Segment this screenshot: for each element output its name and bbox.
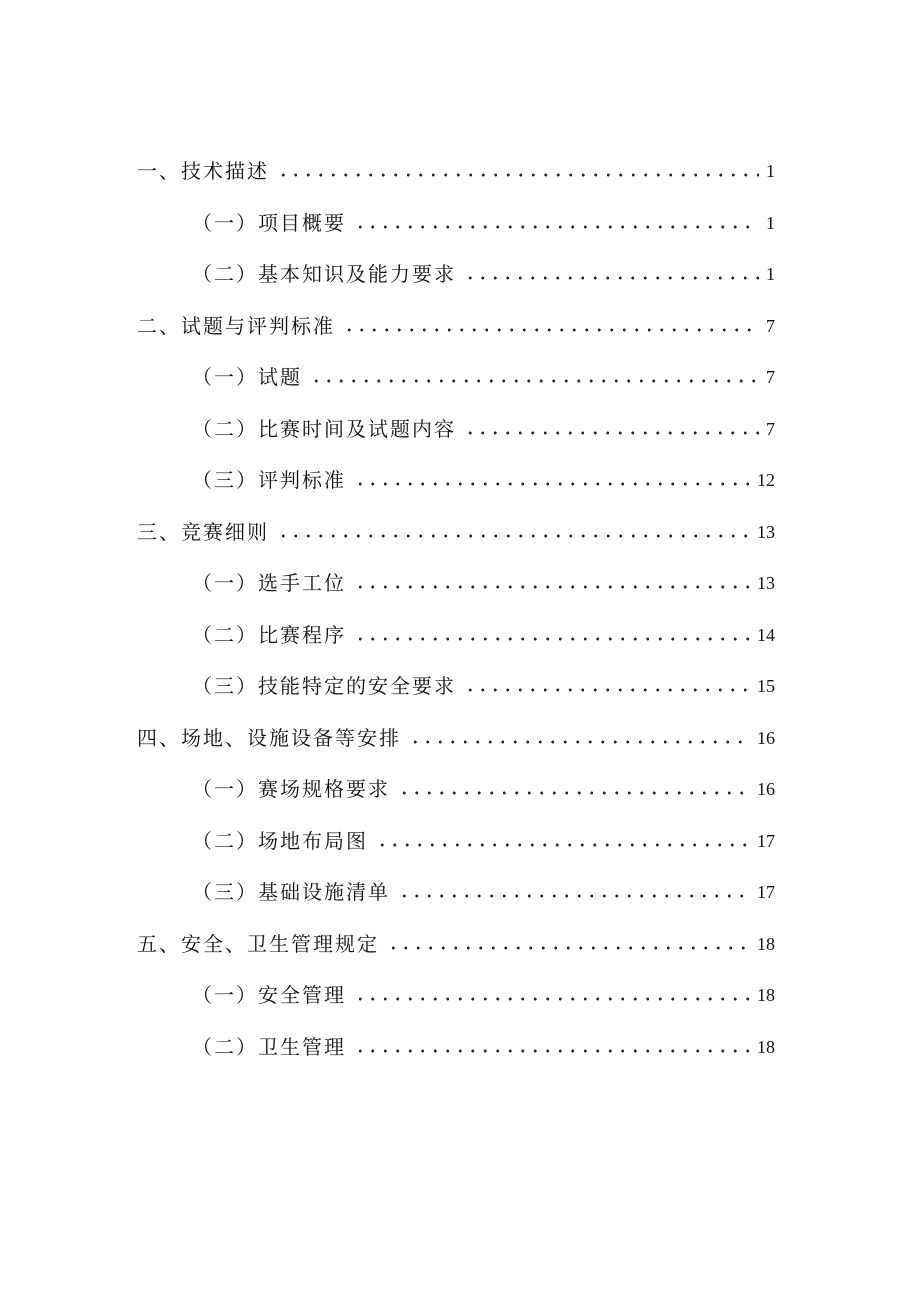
toc-dot-leader xyxy=(376,843,751,847)
toc-page-number: 7 xyxy=(766,315,775,336)
toc-entry[interactable] xyxy=(192,763,775,815)
toc-dot-leader xyxy=(398,894,751,898)
toc-entry-label: （一）安全管理 xyxy=(192,983,346,1007)
toc-dot-leader xyxy=(387,946,751,950)
toc-entry[interactable] xyxy=(192,351,775,403)
toc-dot-leader xyxy=(310,379,759,383)
toc-entry[interactable] xyxy=(192,1021,775,1073)
toc-dot-leader xyxy=(277,173,759,177)
toc-dot-leader xyxy=(354,1049,751,1053)
toc-page-number: 1 xyxy=(766,264,775,284)
toc-entry[interactable] xyxy=(192,815,775,867)
toc-page-number: 17 xyxy=(757,830,775,851)
toc-page-number: 1 xyxy=(766,161,775,181)
toc-entry-label: （二）卫生管理 xyxy=(192,1034,346,1059)
toc-entry-label: （一）试题 xyxy=(192,365,302,389)
toc-entry[interactable] xyxy=(137,918,775,970)
toc-dot-leader xyxy=(464,688,751,692)
toc-page-number: 17 xyxy=(757,882,775,902)
toc-entry-label: （一）项目概要 xyxy=(192,210,346,235)
toc-page-number: 14 xyxy=(757,624,775,645)
toc-dot-leader xyxy=(354,997,751,1001)
toc-entry[interactable] xyxy=(192,248,775,300)
toc-dot-leader xyxy=(343,328,759,332)
toc-dot-leader xyxy=(354,585,751,589)
toc-entry-label: （三）评判标准 xyxy=(192,468,346,492)
toc-entry-label: （二）基本知识及能力要求 xyxy=(192,262,456,286)
toc-entry[interactable] xyxy=(137,145,775,197)
toc-page-number: 15 xyxy=(757,676,775,696)
toc-entry-label: 二、试题与评判标准 xyxy=(137,313,335,338)
toc-entry-label: 四、场地、设施设备等安排 xyxy=(137,725,401,750)
toc-entry[interactable] xyxy=(192,660,775,712)
toc-page-number: 7 xyxy=(766,367,775,387)
toc-entry[interactable] xyxy=(192,454,775,506)
toc-entry[interactable] xyxy=(192,609,775,661)
toc-entry-label: （二）场地布局图 xyxy=(192,828,368,853)
toc-dot-leader xyxy=(409,740,751,744)
toc-entry[interactable] xyxy=(137,506,775,558)
toc-dot-leader xyxy=(354,482,751,486)
toc-entry[interactable] xyxy=(192,866,775,918)
toc-page-number: 13 xyxy=(757,521,775,542)
toc-entry[interactable] xyxy=(192,197,775,249)
toc-entry-label: （一）赛场规格要求 xyxy=(192,777,390,801)
toc-entry-label: 三、竞赛细则 xyxy=(137,519,269,544)
toc-entry-label: 一、技术描述 xyxy=(137,159,269,183)
toc-page-number: 18 xyxy=(757,985,775,1005)
toc-dot-leader xyxy=(398,791,751,795)
toc-dot-leader xyxy=(354,225,759,229)
toc-page-number: 18 xyxy=(757,933,775,954)
toc-dot-leader xyxy=(354,637,751,641)
toc-dot-leader xyxy=(277,534,751,538)
toc-entry-label: （一）选手工位 xyxy=(192,571,346,595)
toc-entry-label: （二）比赛程序 xyxy=(192,622,346,647)
toc-entry[interactable] xyxy=(192,403,775,455)
toc-entry[interactable] xyxy=(192,557,775,609)
toc-dot-leader xyxy=(464,276,759,280)
toc-page-number: 16 xyxy=(757,779,775,799)
toc-entry-label: （三）基础设施清单 xyxy=(192,880,390,904)
toc-page-number: 1 xyxy=(766,212,775,233)
toc-page-number: 7 xyxy=(766,418,775,439)
toc-entry[interactable] xyxy=(192,969,775,1021)
toc-entry[interactable] xyxy=(137,300,775,352)
toc-dot-leader xyxy=(464,431,759,435)
toc-page-number: 12 xyxy=(757,470,775,490)
toc-entry-label: （二）比赛时间及试题内容 xyxy=(192,416,456,441)
toc-entry-label: 五、安全、卫生管理规定 xyxy=(137,931,379,956)
toc-page-number: 18 xyxy=(757,1036,775,1057)
toc-page-number: 13 xyxy=(757,573,775,593)
toc-entry-label: （三）技能特定的安全要求 xyxy=(192,674,456,698)
toc-entry[interactable] xyxy=(137,712,775,764)
toc-page-number: 16 xyxy=(757,727,775,748)
